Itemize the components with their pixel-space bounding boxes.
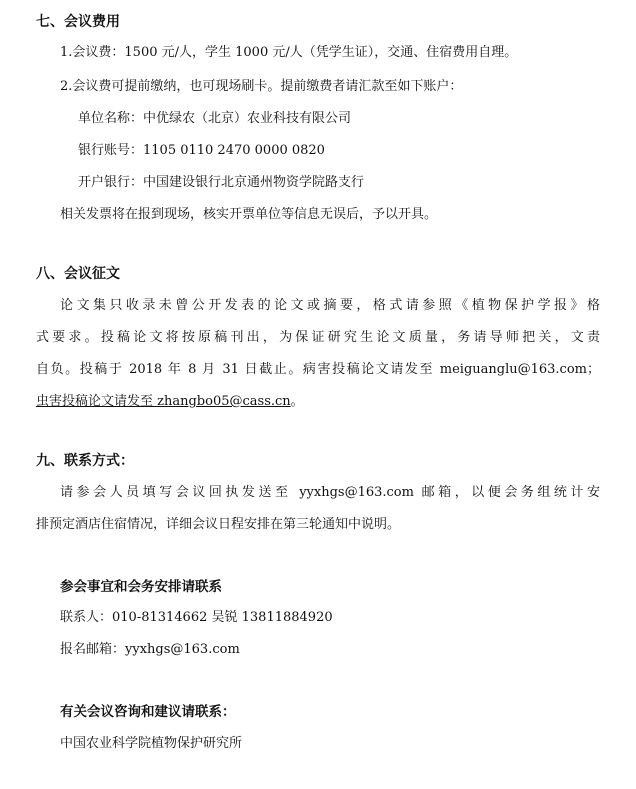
account-name: 单位名称：中优绿农（北京）农业科技有限公司 [78,111,352,126]
bank-name: 开户银行：中国建设银行北京通州物资学院路支行 [78,175,365,190]
paper-para-line-3: 自负。投稿于 2018 年 8 月 31 日截止。病害投稿论文请发至 meiguanglu@163.com； [36,362,600,377]
fee-line-1: 1.会议费：1500 元/人，学生 1000 元/人（凭学生证），交通、住宿费用自理。 [60,45,518,60]
section-9-title: 九、联系方式： [36,453,134,469]
paper-para-line-1: 论文集只收录未曾公开发表的论文或摘要，格式请参照《植物保护学报》格 [60,298,600,313]
contact-para-line-2: 排预定酒店住宿情况，详细会议日程安排在第三轮通知中说明。 [36,517,401,532]
contact-heading: 参会事宜和会务安排请联系 [60,579,222,595]
insect-submission-link[interactable]: 虫害投稿论文请发至 zhangbo05@cass.cn [36,394,291,409]
section-7-title: 七、会议费用 [36,14,120,30]
fee-line-2: 2.会议费可提前缴纳，也可现场刷卡。提前缴费者请汇款至如下账户： [60,79,463,94]
registration-email: 报名邮箱：yyxhgs@163.com [60,642,240,657]
contact-para-line-1: 请参会人员填写会议回执发送至 yyxhgs@163.com 邮箱，以便会务组统计安 [60,485,600,500]
consult-organization: 中国农业科学院植物保护研究所 [60,736,243,751]
paper-para-end: 。 [290,394,304,409]
contact-person: 联系人：010-81314662 吴锐 13811884920 [60,610,333,625]
paper-para-line-4 [36,393,304,411]
consult-heading: 有关会议咨询和建议请联系： [60,704,236,720]
paper-para-line-2: 式要求。投稿论文将按原稿刊出，为保证研究生论文质量，务请导师把关，文责 [36,330,600,345]
section-8-title: 八、会议征文 [36,266,120,282]
account-number: 银行账号：1105 0110 2470 0000 0820 [78,143,325,158]
invoice-note: 相关发票将在报到现场，核实开票单位等信息无误后，予以开具。 [60,207,438,222]
